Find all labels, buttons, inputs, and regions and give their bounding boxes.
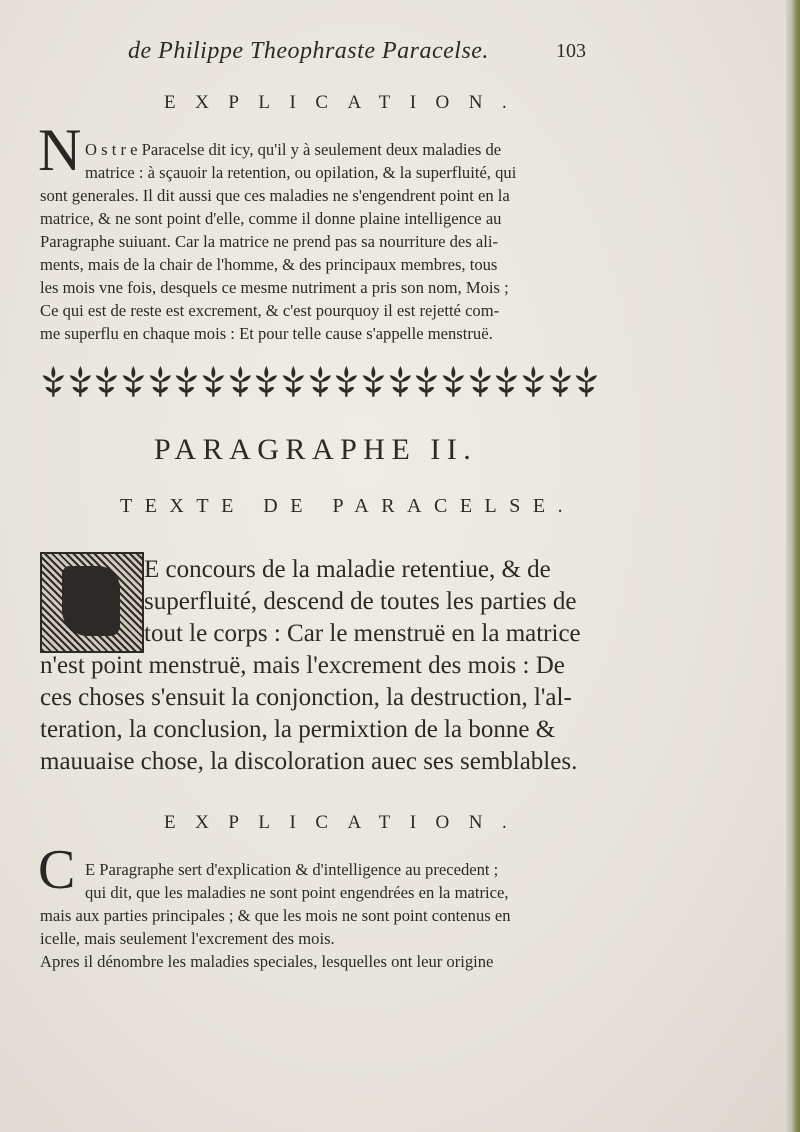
fleuron-icon (227, 364, 254, 400)
text-line: Ce qui est de reste est excrement, & c'est pourquoy il est rejetté com- (40, 301, 500, 320)
woodcut-figure (62, 566, 120, 636)
page-edge (786, 0, 800, 1132)
fleuron-icon (200, 364, 227, 400)
fleuron-icon (93, 364, 120, 400)
text-line: matrice : à sçauoir la retention, ou opilation, & la superfluité, qui (85, 163, 517, 182)
text-line: les mois vne fois, desquels ce mesme nutriment a pris son nom, Mois ; (40, 278, 509, 297)
fleuron-icon (67, 364, 94, 400)
running-header-title: de Philippe Theophraste Paracelse. (128, 38, 489, 64)
text-line: mais aux parties principales ; & que les mois ne sont point contenus en (40, 906, 511, 925)
section-heading-texte: TEXTE DE PARACELSE. (120, 495, 576, 517)
fleuron-icon (280, 364, 307, 400)
text-line: icelle, mais seulement l'excrement des mois. (40, 929, 335, 948)
fleuron-icon (40, 364, 67, 400)
text-line: E Paragraphe sert d'explication & d'intelligence au precedent ; (85, 860, 499, 879)
fleuron-icon (413, 364, 440, 400)
section-heading-explication-2: EXPLICATION. (164, 812, 527, 833)
section-heading-explication: EXPLICATION. (164, 92, 527, 113)
text-line: qui dit, que les maladies ne sont point engendrées en la matrice, (85, 883, 509, 902)
fleuron-icon (360, 364, 387, 400)
fleuron-icon (520, 364, 547, 400)
text-line: mauuaise chose, la discoloration auec ses semblables. (40, 748, 578, 775)
fleuron-icon (120, 364, 147, 400)
text-line: teration, la conclusion, la permixtion de la bonne & (40, 716, 556, 743)
text-line: sont generales. Il dit aussi que ces maladies ne s'engendrent point en la (40, 186, 510, 205)
fleuron-icon (493, 364, 520, 400)
fleuron-icon (173, 364, 200, 400)
page-number: 103 (556, 40, 586, 62)
fleuron-icon (547, 364, 574, 400)
text-line: Paragraphe suiuant. Car la matrice ne prend pas sa nourriture des ali- (40, 232, 498, 251)
paragraph-heading: PARAGRAPHE II. (154, 433, 478, 466)
drop-cap-n: N (38, 117, 82, 183)
text-line: tout le corps : Car le menstruë en la matrice (144, 620, 581, 647)
fleuron-icon (467, 364, 494, 400)
fleuron-icon (387, 364, 414, 400)
text-line: ments, mais de la chair de l'homme, & des principaux membres, tous (40, 255, 498, 274)
fleuron-icon (440, 364, 467, 400)
text-line: matrice, & ne sont point d'elle, comme il donne plaine intelligence au (40, 209, 502, 228)
text-line: ces choses s'ensuit la conjonction, la destruction, l'al- (40, 684, 572, 711)
text-line: me superflu en chaque mois : Et pour telle cause s'appelle menstruë. (40, 324, 493, 343)
text-line: E concours de la maladie retentiue, & de (144, 556, 551, 583)
text-line: Apres il dénombre les maladies speciales, lesquelles ont leur origine (40, 952, 494, 971)
fleuron-icon (147, 364, 174, 400)
fleuron-icon (253, 364, 280, 400)
decorative-initial-woodcut (40, 552, 144, 653)
fleuron-icon (307, 364, 334, 400)
text-line: O s t r e Paracelse dit icy, qu'il y à seulement deux maladies de (85, 140, 502, 159)
drop-cap-c: C (38, 839, 76, 901)
fleuron-icon (573, 364, 600, 400)
text-line: n'est point menstruë, mais l'excrement des mois : De (40, 652, 565, 679)
fleuron-ornament-band (40, 362, 600, 402)
text-line: superfluité, descend de toutes les parties de (144, 588, 577, 615)
fleuron-icon (333, 364, 360, 400)
